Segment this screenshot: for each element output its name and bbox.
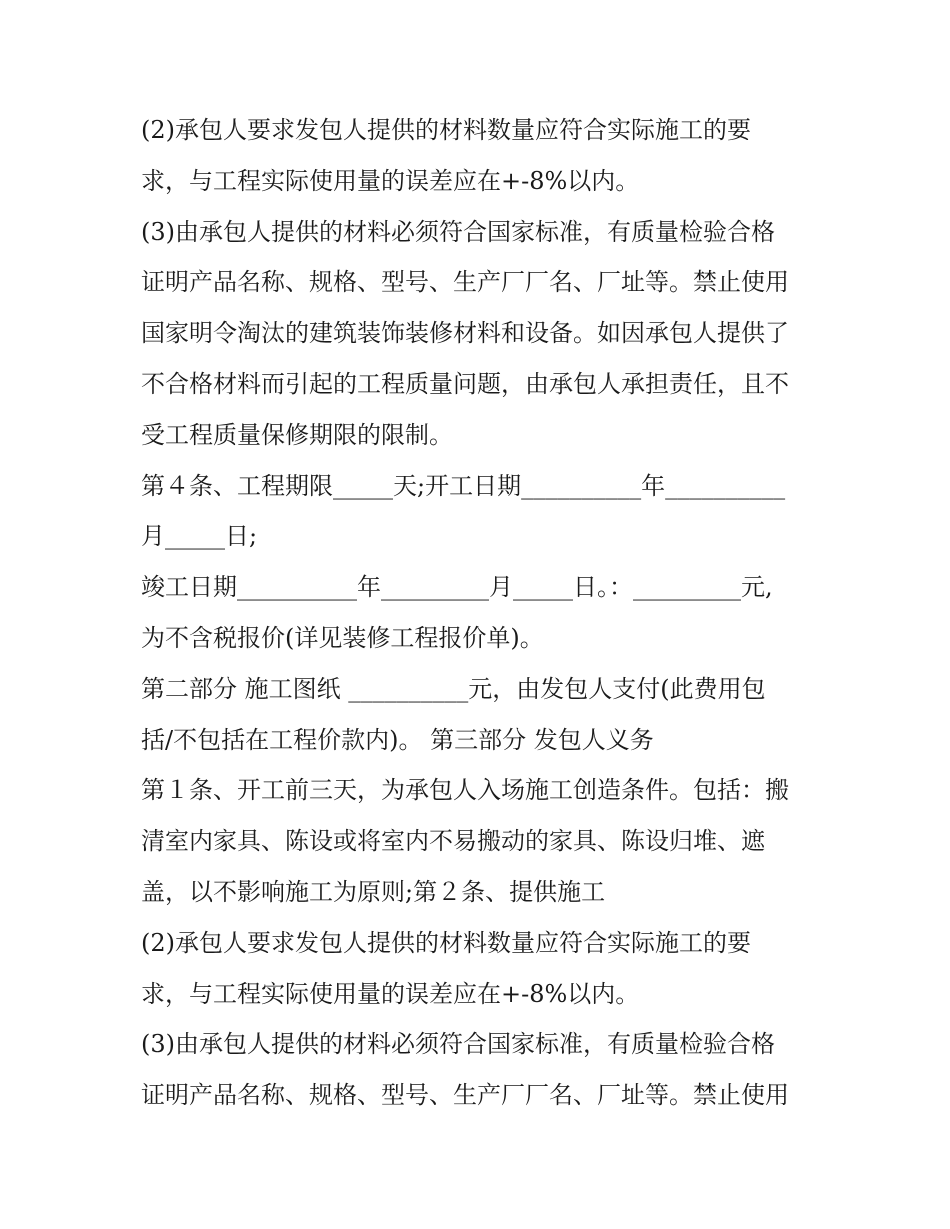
text-line: 月_____日;	[141, 522, 258, 551]
text-line: 第１条、开工前三天，为承包人入场施工创造条件。包括：搬	[141, 776, 789, 805]
text-line: 第４条、工程期限_____天;开工日期__________年__________	[141, 471, 786, 500]
text-line: (2)承包人要求发包人提供的材料数量应符合实际施工的要	[141, 116, 751, 144]
text-line: 证明产品名称、规格、型号、生产厂厂名、厂址等。禁止使用	[141, 268, 789, 297]
text-line: 不合格材料而引起的工程质量问题，由承包人承担责任，且不	[141, 369, 789, 398]
text-line: 为不含税报价(详见装修工程报价单)。	[141, 623, 544, 652]
text-line: (3)由承包人提供的材料必须符合国家标准，有质量检验合格	[141, 1030, 775, 1059]
text-line: (3)由承包人提供的材料必须符合国家标准，有质量检验合格	[141, 217, 775, 246]
text-line: 国家明令淘汰的建筑装饰装修材料和设备。如因承包人提供了	[141, 319, 789, 348]
text-line: 清室内家具、陈设或将室内不易搬动的家具、陈设归堆、遮	[141, 827, 765, 856]
text-line: (2)承包人要求发包人提供的材料数量应符合实际施工的要	[141, 928, 751, 957]
text-line: 竣工日期__________年_________月_____日。：_________元,	[141, 573, 773, 602]
text-line: 括/不包括在工程价款内)。 第三部分 发包人义务	[141, 725, 654, 754]
document-body	[141, 110, 821, 1126]
text-line: 盖，以不影响施工为原则;第２条、提供施工	[141, 877, 606, 906]
text-line: 第二部分 施工图纸 __________元，由发包人支付(此费用包	[141, 674, 766, 703]
text-line: 求，与工程实际使用量的误差应在+-8%以内。	[141, 979, 640, 1008]
text-line: 受工程质量保修期限的限制。	[141, 420, 453, 449]
text-line: 证明产品名称、规格、型号、生产厂厂名、厂址等。禁止使用	[141, 1081, 789, 1110]
text-line: 求，与工程实际使用量的误差应在+-8%以内。	[141, 166, 640, 195]
